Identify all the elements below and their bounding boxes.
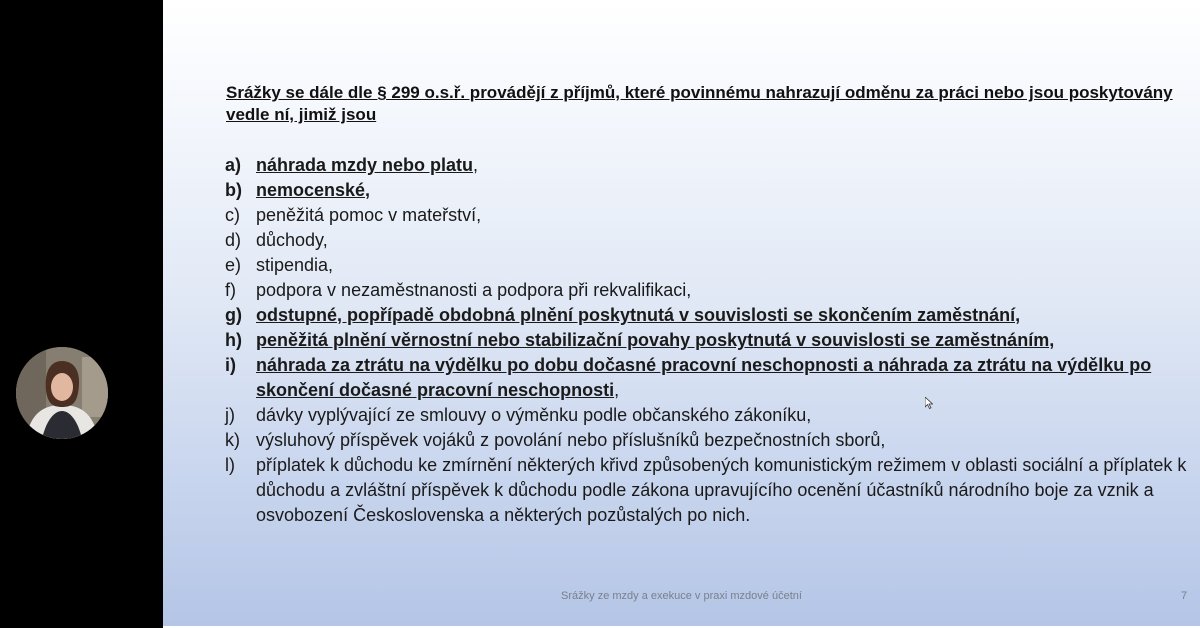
list-item-marker: j) (225, 405, 235, 425)
list-item-text: náhrada za ztrátu na výdělku po dobu dočasné pracovní neschopnosti a náhrada za ztrátu na výdělku po skončení dočasné pracovní neschopnosti (256, 355, 1152, 400)
list-item-marker: k) (225, 430, 240, 450)
list-item-text: peněžitá plnění věrnostní nebo stabilizační povahy poskytnutá v souvislosti se zaměstnáním, (256, 330, 1055, 350)
list-item (225, 303, 1195, 328)
list-item-content (256, 403, 811, 428)
list-item-text: odstupné, popřípadě obdobná plnění poskytnutá v souvislosti se skončením zaměstnání, (256, 305, 1021, 325)
list-item-content (256, 278, 691, 303)
mouse-pointer-icon (925, 397, 933, 409)
list-item (225, 153, 1195, 178)
list-item (225, 328, 1195, 353)
list-item-content (256, 303, 1020, 328)
list-item-suffix: , (614, 380, 620, 400)
list-item-content (256, 153, 478, 178)
list-item-marker: l) (225, 455, 235, 475)
list-item-content (256, 253, 333, 278)
list-item-marker: f) (225, 280, 236, 300)
list-item (225, 403, 1195, 428)
list-item (225, 203, 1195, 228)
list-item (225, 178, 1195, 203)
list-item-suffix: , (473, 155, 479, 175)
list-item-marker: c) (225, 205, 240, 225)
list-item-marker: i) (225, 355, 236, 375)
slide-list (225, 153, 1195, 528)
list-item-content (256, 228, 328, 253)
list-item-text: náhrada mzdy nebo platu (256, 155, 474, 175)
list-item (225, 453, 1195, 528)
list-item-marker: d) (225, 230, 242, 250)
list-item-marker: a) (225, 155, 242, 175)
list-item-marker: e) (225, 255, 242, 275)
list-item-text: důchody, (256, 230, 328, 250)
list-item (225, 228, 1195, 253)
list-item-marker: b) (225, 180, 242, 200)
list-item-content (256, 428, 885, 453)
list-item-text: stipendia, (256, 255, 334, 275)
list-item-content (256, 453, 1195, 528)
list-item-text: příplatek k důchodu ke zmírnění některých křivd způsobených komunistickým režimem v oblasti sociální a příplatek k důchodu a zvláštní příspěvek k důchodu podle zákona upravujícího ocenění účastníků národního boje za vznik a osvobození Československa a některých pozůstalých po nich. (256, 455, 1187, 525)
list-item (225, 278, 1195, 303)
presenter-webcam (16, 347, 108, 439)
list-item-text: výsluhový příspěvek vojáků z povolání nebo příslušníků bezpečnostních sborů, (256, 430, 886, 450)
list-item-text: dávky vyplývající ze smlouvy o výměnku podle občanského zákoníku, (256, 405, 812, 425)
slide-title: Srážky se dále dle § 299 o.s.ř. provádějí z příjmů, které povinnému nahrazují odměnu za práci nebo jsou poskytovány vedle ní, jimiž jsou (226, 83, 1173, 124)
presenter-webcam-icon (16, 347, 108, 439)
list-item-content (256, 328, 1054, 353)
list-item-text: podpora v nezaměstnanosti a podpora při rekvalifikaci, (256, 280, 692, 300)
slide-footer: Srážky ze mzdy a exekuce v praxi mzdové účetní (561, 590, 802, 602)
list-item (225, 428, 1195, 453)
list-item-content (256, 178, 370, 203)
list-item (225, 253, 1195, 278)
list-item-text: nemocenské, (256, 180, 371, 200)
page-number: 7 (1181, 590, 1188, 602)
video-sidebar (0, 0, 163, 628)
list-item-content (256, 203, 481, 228)
list-item-content (256, 353, 1195, 403)
list-item-marker: h) (225, 330, 242, 350)
list-item-marker: g) (225, 305, 242, 325)
list-item-text: peněžitá pomoc v mateřství, (256, 205, 482, 225)
presentation-slide (163, 2, 1200, 626)
list-item (225, 353, 1195, 403)
